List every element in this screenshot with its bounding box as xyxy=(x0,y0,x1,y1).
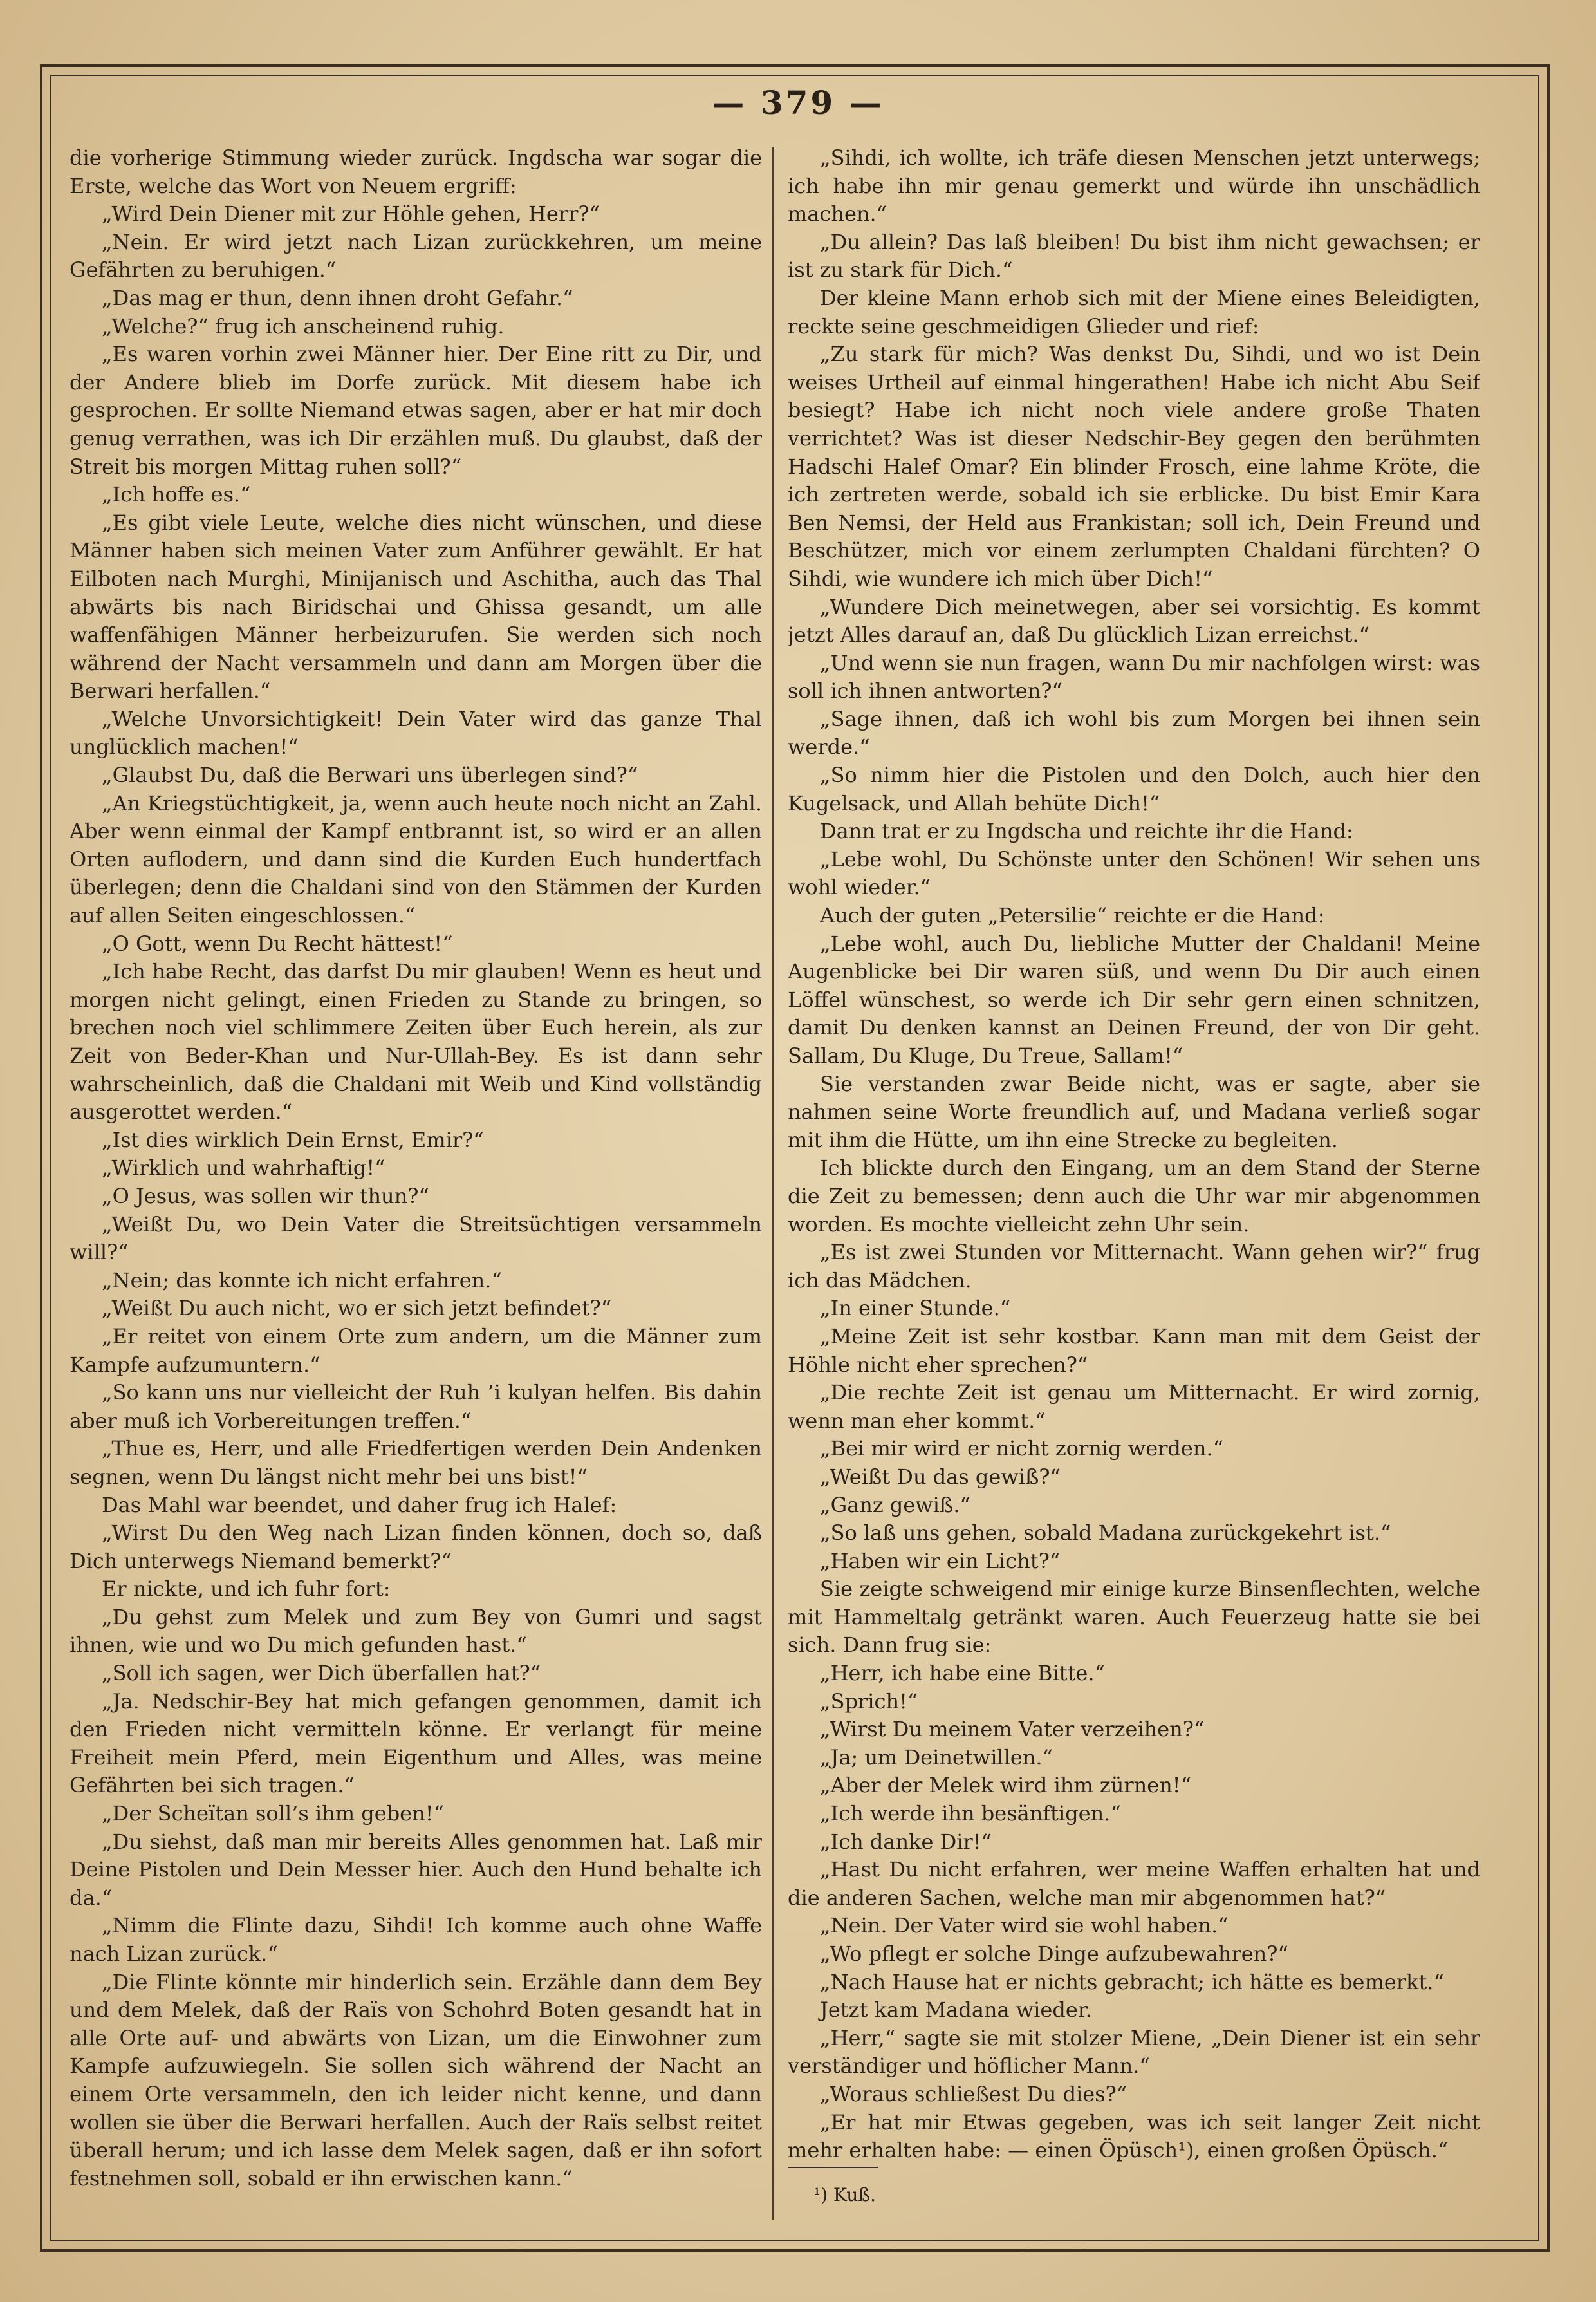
paragraph: „Weißt Du auch nicht, wo er sich jetzt befindet?“ xyxy=(102,1296,612,1321)
paragraph: „Ich hoffe es.“ xyxy=(102,482,251,507)
paragraph: „Ich habe Recht, das darfst Du mir glauben! Wenn es heut und morgen nicht gelingt, einen Frieden zu Stande zu bringen, so brechen noch viel schlimmere Zeiten über Euch herein, als zur Zeit von Beder-Khan und Nur-Ullah-Bey. Es ist dann sehr wahrscheinlich, daß die Chaldani mit Weib und Kind vollständig ausgerottet werden.“ xyxy=(70,959,762,1125)
paragraph: „Weißt Du das gewiß?“ xyxy=(820,1464,1061,1489)
paragraph: Ich blickte durch den Eingang, um an dem Stand der Sterne die Zeit zu bemessen; denn auch die Uhr war mir abgenommen worden. Es mochte vielleicht zehn Uhr sein. xyxy=(788,1156,1480,1237)
paragraph: „Es waren vorhin zwei Männer hier. Der Eine ritt zu Dir, und der Andere blieb im Dorfe zurück. Mit diesem habe ich gesprochen. Er sollte Niemand etwas sagen, aber er hat mir doch genug verrathen, was ich Dir erzählen muß. Du glaubst, daß der Streit bis morgen Mittag ruhen soll?“ xyxy=(70,342,762,479)
paragraph: „Wirst Du meinem Vater verzeihen?“ xyxy=(820,1717,1205,1742)
left-column xyxy=(70,144,762,2191)
paragraph: „Haben wir ein Licht?“ xyxy=(820,1548,1061,1573)
paragraph: „Sihdi, ich wollte, ich träfe diesen Menschen jetzt unterwegs; ich habe ihn mir genau gemerkt und würde ihn unschädlich machen.“ xyxy=(788,145,1480,227)
right-column xyxy=(788,144,1480,2191)
paragraph: „Wo pflegt er solche Dinge aufzubewahren?“ xyxy=(820,1942,1288,1966)
paragraph: „So kann uns nur vielleicht der Ruh ’i kulyan helfen. Bis dahin aber muß ich Vorbereitungen treffen.“ xyxy=(70,1380,762,1433)
footnote-rule xyxy=(788,2167,878,2168)
paragraph: „Nimm die Flinte dazu, Sihdi! Ich komme auch ohne Waffe nach Lizan zurück.“ xyxy=(70,1913,762,1966)
paragraph: „Es gibt viele Leute, welche dies nicht wünschen, und diese Männer haben sich meinen Vater zum Anführer gewählt. Er hat Eilboten nach Murghi, Minijanisch und Aschitha, auch das Thal abwärts bis nach Biridschai und Ghissa gesandt, um alle waffenfähigen Männer herbeizurufen. Sie werden sich noch während der Nacht versammeln und dann am Morgen über die Berwari herfallen.“ xyxy=(70,510,762,704)
paragraph: „Der Scheïtan soll’s ihm geben!“ xyxy=(102,1801,444,1826)
paragraph: „Wird Dein Diener mit zur Höhle gehen, Herr?“ xyxy=(102,201,600,227)
paragraph: „Wundere Dich meinetwegen, aber sei vorsichtig. Es kommt jetzt Alles darauf an, daß Du glücklich Lizan erreichst.“ xyxy=(788,594,1480,648)
paragraph: Der kleine Mann erhob sich mit der Miene eines Beleidigten, reckte seine geschmeidigen Glieder und rief: xyxy=(788,285,1480,339)
paragraph: „Welche?“ frug ich anscheinend ruhig. xyxy=(102,313,505,339)
paragraph: „Die rechte Zeit ist genau um Mitternacht. Er wird zornig, wenn man eher kommt.“ xyxy=(788,1380,1480,1433)
paragraph: „Soll ich sagen, wer Dich überfallen hat?“ xyxy=(102,1661,541,1686)
paragraph: „Herr, ich habe eine Bitte.“ xyxy=(820,1661,1105,1686)
paragraph: „Sage ihnen, daß ich wohl bis zum Morgen bei ihnen sein werde.“ xyxy=(788,706,1480,760)
footnote: ¹) Kuß. xyxy=(813,2184,876,2205)
paragraph: „Ist dies wirklich Dein Ernst, Emir?“ xyxy=(102,1127,484,1152)
paragraph: „O Jesus, was sollen wir thun?“ xyxy=(102,1183,429,1208)
paragraph: „Lebe wohl, Du Schönste unter den Schönen! Wir sehen uns wohl wieder.“ xyxy=(788,847,1480,900)
paragraph: „Lebe wohl, auch Du, liebliche Mutter der Chaldani! Meine Augenblicke bei Dir waren süß, und wenn Du Dir auch einen Löffel wünschest, so werde ich Dir sehr gern einen schnitzen, damit Du denken kannst an Deinen Freund, der von Dir geht. Sallam, Du Kluge, Du Treue, Sallam!“ xyxy=(788,931,1480,1068)
paragraph: Jetzt kam Madana wieder. xyxy=(820,1998,1092,2023)
paragraph: Dann trat er zu Ingdscha und reichte ihr die Hand: xyxy=(820,819,1353,844)
paragraph: „Er hat mir Etwas gegeben, was ich seit langer Zeit nicht mehr erhalten habe: — einen Öpüsch¹), einen großen Öpüsch.“ xyxy=(788,2110,1480,2163)
paragraph: „Bei mir wird er nicht zornig werden.“ xyxy=(820,1436,1223,1461)
paragraph: „Welche Unvorsichtigkeit! Dein Vater wird das ganze Thal unglücklich machen!“ xyxy=(70,706,762,760)
paragraph: „Es ist zwei Stunden vor Mitternacht. Wann gehen wir?“ frug ich das Mädchen. xyxy=(788,1240,1480,1293)
paragraph: „Ich werde ihn besänftigen.“ xyxy=(820,1801,1121,1826)
paragraph: „Weißt Du, wo Dein Vater die Streitsüchtigen versammeln will?“ xyxy=(70,1212,762,1265)
paragraph: Auch der guten „Petersilie“ reichte er die Hand: xyxy=(820,903,1325,928)
paragraph: „In einer Stunde.“ xyxy=(820,1296,1011,1321)
paragraph: Sie verstanden zwar Beide nicht, was er sagte, aber sie nahmen seine Worte freundlich auf, und Madana verließ sogar mit ihm die Hütte, um ihn eine Strecke zu begleiten. xyxy=(788,1071,1480,1152)
paragraph: „Du siehst, daß man mir bereits Alles genommen hat. Laß mir Deine Pistolen und Dein Messer hier. Auch den Hund behalte ich da.“ xyxy=(70,1829,762,1910)
paragraph: „Nach Hause hat er nichts gebracht; ich hätte es bemerkt.“ xyxy=(820,1969,1444,1994)
paragraph: Sie zeigte schweigend mir einige kurze Binsenflechten, welche mit Hammeltalg getränkt waren. Auch Feuerzeug hatte sie bei sich. Dann frug sie: xyxy=(788,1577,1480,1658)
paragraph: „Sprich!“ xyxy=(820,1689,918,1714)
paragraph: „Meine Zeit ist sehr kostbar. Kann man mit dem Geist der Höhle nicht eher sprechen?“ xyxy=(788,1324,1480,1377)
paragraph: „Nein; das konnte ich nicht erfahren.“ xyxy=(102,1268,502,1293)
paragraph: „O Gott, wenn Du Recht hättest!“ xyxy=(102,931,453,956)
paragraph: „Aber der Melek wird ihm zürnen!“ xyxy=(820,1773,1191,1798)
paragraph: „Nein. Der Vater wird sie wohl haben.“ xyxy=(820,1913,1229,1938)
paragraph: „Und wenn sie nun fragen, wann Du mir nachfolgen wirst: was soll ich ihnen antworten?“ xyxy=(788,650,1480,704)
paragraph: „So nimm hier die Pistolen und den Dolch, auch hier den Kugelsack, und Allah behüte Dich!“ xyxy=(788,763,1480,816)
paragraph: „Die Flinte könnte mir hinderlich sein. Erzähle dann dem Bey und dem Melek, daß der Raïs von Schohrd Boten gesandt hat in alle Orte auf- und abwärts von Lizan, um die Einwohner zum Kampfe aufzuwiegeln. Sie sollen sich während der Nacht an einem Orte versammeln, den ich leider nicht kenne, und dann wollen sie über die Berwari herfallen. Auch der Raïs selbst reitet überall herum; und ich lasse dem Melek sagen, daß er ihn sofort festnehmen soll, sobald er ihn erwischen kann.“ xyxy=(70,1969,762,2191)
paragraph: „Ja. Nedschir-Bey hat mich gefangen genommen, damit ich den Frieden nicht vermitteln könne. Er verlangt für meine Freiheit mein Pferd, mein Eigenthum und Alles, was meine Gefährten bei sich tragen.“ xyxy=(70,1689,762,1798)
paragraph: „Zu stark für mich? Was denkst Du, Sihdi, und wo ist Dein weises Urtheil auf einmal hingerathen! Habe ich nicht Abu Seif besiegt? Habe ich nicht noch viele andere große Thaten verrichtet? Was ist dieser Nedschir-Bey gegen den berühmten Hadschi Halef Omar? Ein blinder Frosch, eine lahme Kröte, die ich zertreten werde, sobald ich sie erblicke. Du bist Emir Kara Ben Nemsi, der Held aus Frankistan; soll ich, Dein Freund und Beschützer, mich vor einem zerlumpten Chaldani fürchten? O Sihdi, wie wundere ich mich über Dich!“ xyxy=(788,342,1480,591)
paragraph: „Wirklich und wahrhaftig!“ xyxy=(102,1156,385,1181)
paragraph: „Du gehst zum Melek und zum Bey von Gumri und sagst ihnen, wie und wo Du mich gefunden hast.“ xyxy=(70,1604,762,1658)
paragraph: „Woraus schließest Du dies?“ xyxy=(820,2081,1127,2106)
paragraph: „Wirst Du den Weg nach Lizan finden können, doch so, daß Dich unterwegs Niemand bemerkt?“ xyxy=(70,1521,762,1573)
paragraph: Er nickte, und ich fuhr fort: xyxy=(102,1577,391,1602)
paragraph: „Ich danke Dir!“ xyxy=(820,1829,992,1854)
paragraph: „Ganz gewiß.“ xyxy=(820,1492,970,1517)
paragraph: „Nein. Er wird jetzt nach Lizan zurückkehren, um meine Gefährten zu beruhigen.“ xyxy=(70,229,762,283)
paragraph: „Ja; um Deinetwillen.“ xyxy=(820,1745,1053,1770)
paragraph: „Du allein? Das laß bleiben! Du bist ihm nicht gewachsen; er ist zu stark für Dich.“ xyxy=(788,229,1480,283)
column-divider xyxy=(772,147,774,2220)
paragraph: die vorherige Stimmung wieder zurück. Ingdscha war sogar die Erste, welche das Wort von Neuem ergriff: xyxy=(70,145,762,198)
paragraph: „So laß uns gehen, sobald Madana zurückgekehrt ist.“ xyxy=(820,1521,1391,1546)
paragraph: „Herr,“ sagte sie mit stolzer Miene, „Dein Diener ist ein sehr verständiger und höflicher Mann.“ xyxy=(788,2025,1480,2079)
paragraph: „Das mag er thun, denn ihnen droht Gefahr.“ xyxy=(102,285,573,310)
paragraph: „Glaubst Du, daß die Berwari uns überlegen sind?“ xyxy=(102,763,638,788)
paragraph: „Thue es, Herr, und alle Friedfertigen werden Dein Andenken segnen, wenn Du längst nicht mehr bei uns bist!“ xyxy=(70,1436,762,1489)
paragraph: „An Kriegstüchtigkeit, ja, wenn auch heute noch nicht an Zahl. Aber wenn einmal der Kampf entbrannt ist, so wird er an allen Orten auflodern, und dann sind die Kurden Euch hundertfach überlegen; denn die Chaldani sind von den Stämmen der Kurden auf allen Seiten eingeschlossen.“ xyxy=(70,791,762,928)
page-number: — 379 — xyxy=(712,84,884,122)
paragraph: „Er reitet von einem Orte zum andern, um die Männer zum Kampfe aufzumuntern.“ xyxy=(70,1324,762,1377)
paragraph: Das Mahl war beendet, und daher frug ich Halef: xyxy=(102,1492,617,1517)
paragraph: „Hast Du nicht erfahren, wer meine Waffen erhalten hat und die anderen Sachen, welche man mir abgenommen hat?“ xyxy=(788,1857,1480,1910)
